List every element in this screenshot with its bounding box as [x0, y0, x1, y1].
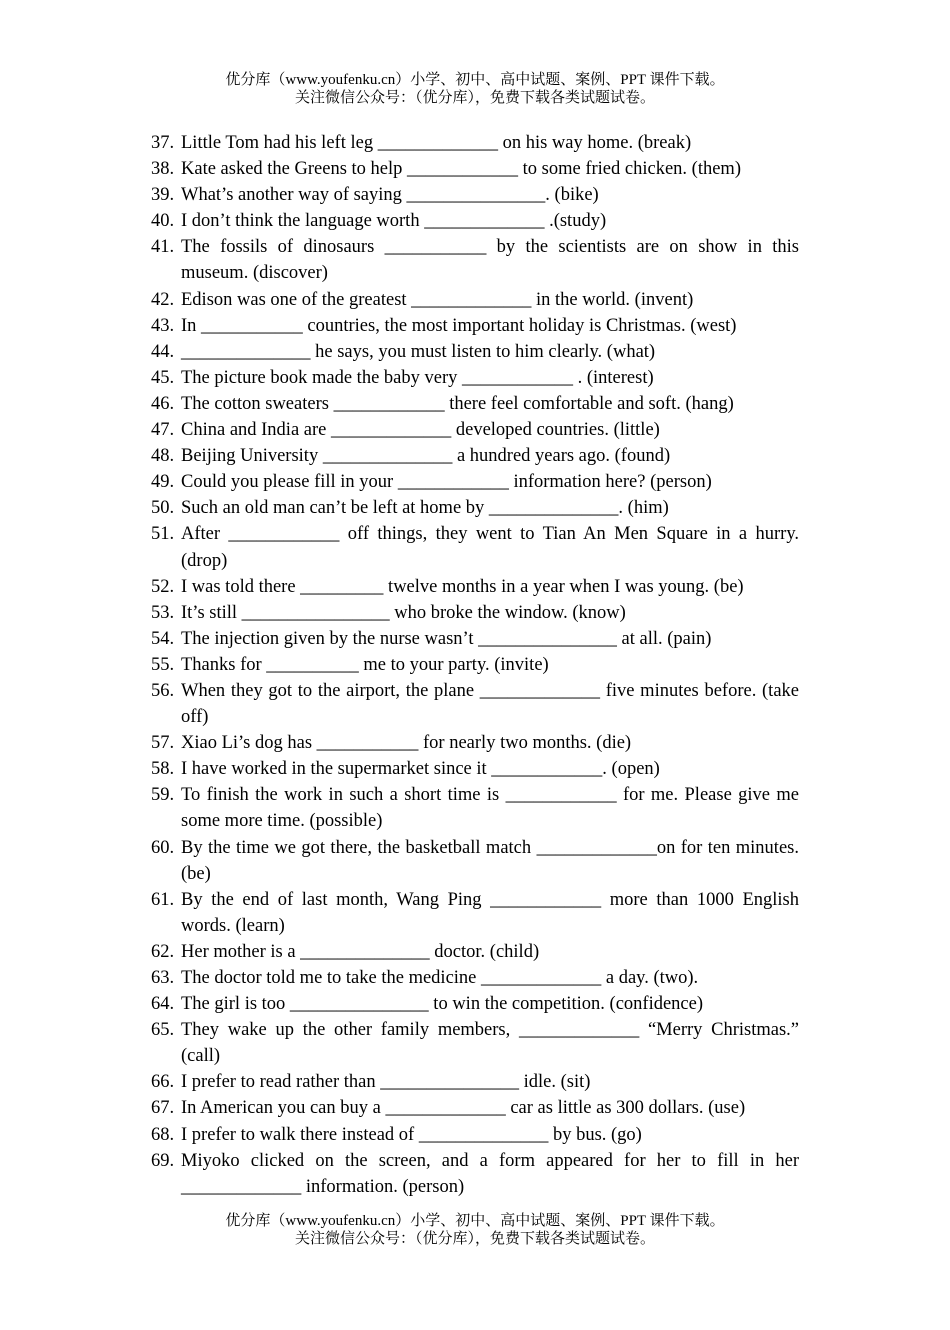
- question-number: 46.: [151, 393, 175, 414]
- question-text: Beijing University ______________ a hundred years ago. (found): [181, 446, 671, 467]
- question-number: 44.: [151, 341, 175, 362]
- question-number: 56.: [151, 680, 175, 701]
- question-text: I don’t think the language worth _____________ .(study): [181, 211, 607, 232]
- question-text: The injection given by the nurse wasn’t _______________ at all. (pain): [181, 628, 712, 649]
- question-number: 39.: [151, 185, 175, 206]
- footer-line-1: 优分库（www.youfenku.cn）小学、初中、高中试题、案例、PPT 课件下载。: [225, 1213, 725, 1229]
- question-number: 53.: [151, 602, 175, 623]
- question-text: In American you can buy a _____________ car as little as 300 dollars. (use): [181, 1098, 746, 1119]
- question-item: [151, 130, 799, 156]
- question-text: The doctor told me to take the medicine _____________ a day. (two).: [181, 968, 699, 988]
- question-number: 63.: [151, 968, 175, 988]
- question-number: 60.: [151, 837, 175, 858]
- question-item: [151, 1017, 799, 1069]
- question-item: [151, 730, 799, 756]
- question-number: 37.: [151, 133, 175, 153]
- question-number: 55.: [151, 654, 175, 675]
- question-number: 45.: [151, 367, 175, 388]
- question-number: 61.: [151, 889, 175, 910]
- question-text: It’s still ________________ who broke the window. (know): [181, 602, 626, 623]
- question-number: 68.: [151, 1124, 175, 1145]
- question-text: I prefer to read rather than _______________ idle. (sit): [181, 1072, 591, 1093]
- question-item: [151, 835, 799, 887]
- question-text: The cotton sweaters ____________ there feel comfortable and soft. (hang): [181, 393, 734, 414]
- question-text: Little Tom had his left leg _____________ on his way home. (break): [181, 133, 692, 153]
- question-item: [151, 313, 799, 339]
- question-number: 67.: [151, 1098, 175, 1119]
- question-item: [151, 287, 799, 313]
- question-item: [151, 521, 799, 573]
- question-number: 62.: [151, 941, 175, 962]
- question-number: 42.: [151, 289, 175, 310]
- question-text: By the end of last month, Wang Ping ____________ more than 1000 English words. (learn): [181, 889, 799, 936]
- question-number: 49.: [151, 472, 175, 493]
- question-item: [151, 939, 799, 965]
- question-text: Kate asked the Greens to help ____________ to some fried chicken. (them): [181, 159, 741, 180]
- question-item: [151, 469, 799, 495]
- question-number: 65.: [151, 1020, 175, 1041]
- header-line-1: 优分库（www.youfenku.cn）小学、初中、高中试题、案例、PPT 课件下载。: [225, 72, 725, 88]
- page-header: [0, 71, 950, 107]
- question-text: The picture book made the baby very ____________ . (interest): [181, 367, 654, 388]
- question-text: I was told there _________ twelve months in a year when I was young. (be): [181, 576, 744, 597]
- question-item: [151, 495, 799, 521]
- question-number: 40.: [151, 211, 175, 232]
- header-line-2: 关注微信公众号：（优分库），免费下载各类试题试卷。: [294, 90, 655, 106]
- question-number: 64.: [151, 994, 175, 1015]
- question-text: Miyoko clicked on the screen, and a form appeared for her to fill in her _____________ information. (person): [181, 1150, 799, 1197]
- question-item: [151, 756, 799, 782]
- question-item: [151, 339, 799, 365]
- question-item: [151, 652, 799, 678]
- question-text: ______________ he says, you must listen to him clearly. (what): [181, 341, 656, 362]
- question-item: [151, 678, 799, 730]
- question-number: 47.: [151, 420, 175, 441]
- question-number: 51.: [151, 524, 175, 545]
- footer-line-2: 关注微信公众号：（优分库），免费下载各类试题试卷。: [294, 1231, 655, 1247]
- question-item: [151, 1095, 799, 1121]
- question-item: [151, 574, 799, 600]
- question-item: [151, 156, 799, 182]
- question-number: 48.: [151, 446, 175, 467]
- question-item: [151, 782, 799, 834]
- question-text: Could you please fill in your ____________ information here? (person): [181, 472, 712, 493]
- question-item: [151, 443, 799, 469]
- question-text: By the time we got there, the basketball match _____________on for ten minutes. (be): [181, 837, 799, 884]
- question-item: [151, 234, 799, 286]
- question-list: [151, 130, 799, 1200]
- question-text: Thanks for __________ me to your party. (invite): [181, 654, 549, 675]
- question-item: [151, 1148, 799, 1200]
- question-text: After ____________ off things, they went to Tian An Men Square in a hurry. (drop): [181, 524, 799, 571]
- question-item: [151, 991, 799, 1017]
- question-text: The fossils of dinosaurs ___________ by the scientists are on show in this museum. (discover): [181, 237, 799, 284]
- question-number: 59.: [151, 785, 175, 806]
- question-number: 50.: [151, 498, 175, 519]
- question-item: [151, 417, 799, 443]
- question-item: [151, 1122, 799, 1148]
- question-text: They wake up the other family members, _____________ “Merry Christmas.” (call): [181, 1020, 799, 1067]
- question-text: When they got to the airport, the plane _____________ five minutes before. (take off): [181, 680, 799, 728]
- question-item: [151, 887, 799, 939]
- question-number: 52.: [151, 576, 175, 597]
- question-item: [151, 208, 799, 234]
- question-number: 66.: [151, 1072, 175, 1093]
- question-item: [151, 391, 799, 417]
- question-item: [151, 1069, 799, 1095]
- question-number: 54.: [151, 628, 175, 649]
- question-number: 58.: [151, 759, 175, 780]
- question-text: China and India are _____________ developed countries. (little): [181, 420, 660, 441]
- question-text: I have worked in the supermarket since it ____________. (open): [181, 759, 660, 780]
- question-text: I prefer to walk there instead of ______________ by bus. (go): [181, 1124, 642, 1145]
- question-item: [151, 365, 799, 391]
- question-number: 41.: [151, 237, 175, 258]
- question-item: [151, 182, 799, 208]
- page-footer: [0, 1212, 950, 1248]
- question-number: 38.: [151, 159, 175, 180]
- question-text: Edison was one of the greatest _____________ in the world. (invent): [181, 289, 694, 310]
- question-text: The girl is too _______________ to win the competition. (confidence): [181, 994, 704, 1015]
- question-text: Her mother is a ______________ doctor. (child): [181, 941, 540, 962]
- question-number: 69.: [151, 1150, 175, 1171]
- question-text: To finish the work in such a short time is ____________ for me. Please give me some more time. (possible): [181, 785, 799, 832]
- question-item: [151, 600, 799, 626]
- question-item: [151, 965, 799, 991]
- question-text: Such an old man can’t be left at home by ______________. (him): [181, 498, 669, 519]
- question-number: 43.: [151, 315, 175, 336]
- question-text: What’s another way of saying _______________. (bike): [181, 185, 599, 206]
- question-text: Xiao Li’s dog has ___________ for nearly two months. (die): [181, 733, 632, 754]
- question-item: [151, 626, 799, 652]
- question-text: In ___________ countries, the most important holiday is Christmas. (west): [181, 315, 737, 336]
- question-number: 57.: [151, 733, 175, 754]
